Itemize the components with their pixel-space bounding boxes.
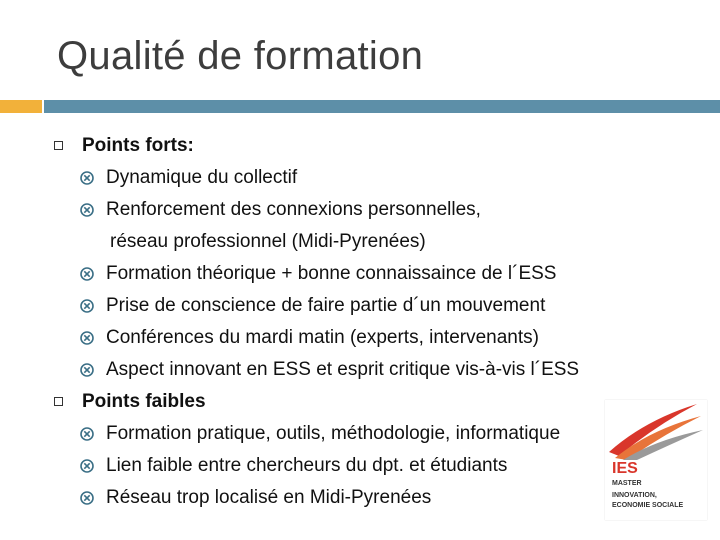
circled-x-bullet-icon [79,266,95,282]
list-item [0,322,720,354]
circled-x-bullet-icon [79,202,95,218]
circled-x-bullet-icon [79,458,95,474]
list-item-label: Formation théorique + bonne connaissaince de l´ESS [106,263,557,284]
list-item-label: Lien faible entre chercheurs du dpt. et étudiants [106,455,508,476]
accent-bar-orange [0,100,42,113]
logo-text-master: MASTER [612,480,642,487]
list-item-label: Dynamique du collectif [106,167,298,188]
logo-swoosh-graphic [605,400,707,460]
section-heading-label: Points forts: [82,135,194,156]
circled-x-bullet-icon [79,426,95,442]
list-item [0,354,720,386]
list-item-label: Renforcement des connexions personnelles, [106,199,481,220]
circled-x-bullet-icon [79,490,95,506]
list-item [0,290,720,322]
list-item-label: Aspect innovant en ESS et esprit critique vis-à-vis l´ESS [106,359,580,380]
circled-x-bullet-icon [79,362,95,378]
circled-x-bullet-icon [79,330,95,346]
list-item-label: Formation pratique, outils, méthodologie, informatique [106,423,561,444]
list-item-label: Prise de conscience de faire partie d´un mouvement [106,295,546,316]
ies-master-logo [605,400,707,520]
list-item [0,162,720,194]
list-item [0,194,720,226]
square-bullet-icon [54,141,63,150]
circled-x-bullet-icon [79,170,95,186]
section-heading-label: Points faibles [82,391,206,412]
square-bullet-icon [54,397,63,406]
accent-bar-blue [44,100,720,113]
section-heading-strengths [0,130,720,162]
list-item-continuation: réseau professionnel (Midi-Pyrenées) [110,231,426,252]
logo-text-economie: ECONOMIE SOCIALE [612,502,684,509]
logo-text-ies: IES [612,460,638,477]
slide-title: Qualité de formation [57,34,424,78]
list-item-label: Conférences du mardi matin (experts, intervenants) [106,327,539,348]
logo-text-innovation: INNOVATION, [612,492,657,499]
list-item-label: Réseau trop localisé en Midi-Pyrenées [106,487,432,508]
circled-x-bullet-icon [79,298,95,314]
list-item [0,258,720,290]
